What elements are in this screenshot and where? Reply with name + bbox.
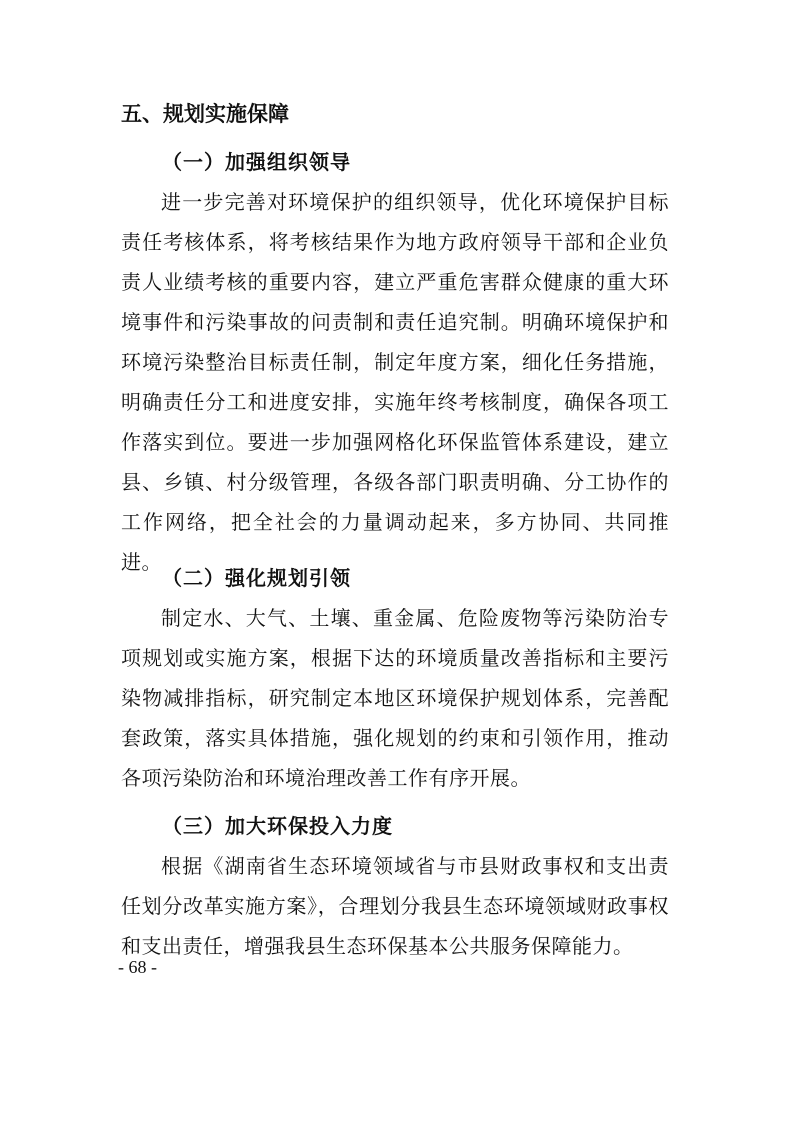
page-number: - 68 - xyxy=(118,957,157,977)
subsection-heading-1: （一）加强组织领导 xyxy=(162,150,351,174)
subsection-body-3: 根据《湖南省生态环境领域省与市县财政事权和支出责任划分改革实施方案》，合理划分我县生态环境领域财政事权和支出责任，增强我县生态环保基本公共服务保障能力。 xyxy=(121,854,669,958)
subsection-body-1: 进一步完善对环境保护的组织领导，优化环境保护目标责任考核体系，将考核结果作为地方政府领导干部和企业负责人业绩考核的重要内容，建立严重危害群众健康的重大环境事件和污染事故的问责制和责任追究制。明确环境保护和环境污染整治目标责任制，制定年度方案，细化任务措施，明确责任分工和进度安排，实施年终考核制度，确保各项工作落实到位。要进一步加强网格化环保监管体系建设，建立县、乡镇、村分级管理，各级各部门职责明确、分工协作的工作网络，把全社会的力量调动起来，多方协同、共同推进。 xyxy=(121,190,669,574)
subsection-heading-3: （三）加大环保投入力度 xyxy=(162,814,393,838)
subsection-body-2: 制定水、大气、土壤、重金属、危险废物等污染防治专项规划或实施方案，根据下达的环境质量改善指标和主要污染物减排指标，研究制定本地区环境保护规划体系，完善配套政策，落实具体措施，强化规划的约束和引领作用，推动各项污染防治和环境治理改善工作有序开展。 xyxy=(121,606,669,790)
subsection-heading-2: （二）强化规划引领 xyxy=(162,566,351,590)
section-title: 五、规划实施保障 xyxy=(121,102,289,126)
